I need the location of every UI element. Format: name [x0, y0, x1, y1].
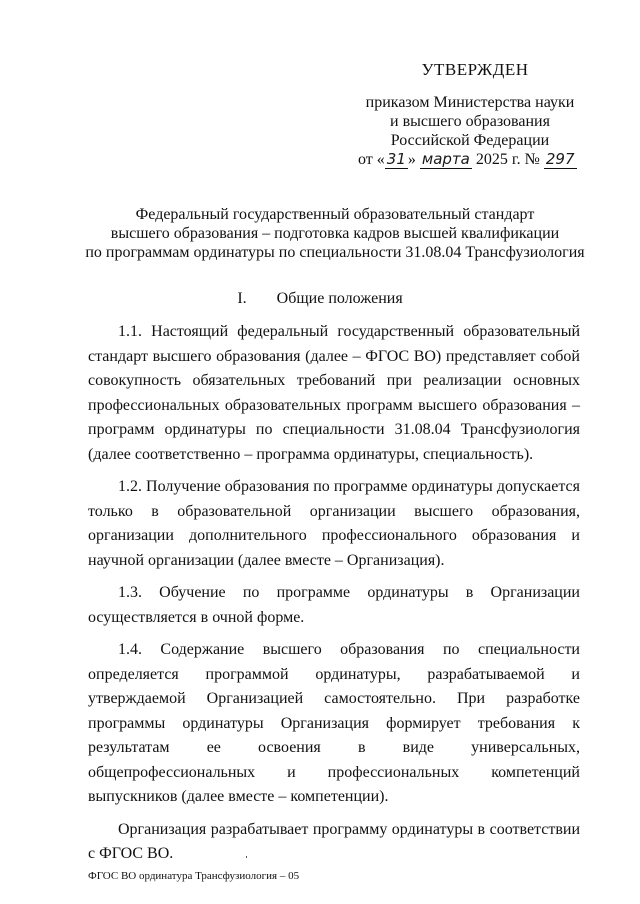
approval-heading: УТВЕРЖДЕН	[421, 60, 529, 79]
scan-mark	[246, 856, 247, 858]
order-date-line	[358, 150, 580, 169]
paragraph-1-4: 1.4. Содержание высшего образования по специальности определяется программой ординатуры, разрабатываемой и утверждаемой Организацией самостоятельно. При разработке программы ординатуры Организация формирует требования к результатам ее освоения в виде универсальных, общепрофессиональных и профессиональных компетенций выпускников (далее вместе – компетенции).	[88, 641, 580, 805]
order-day: 31	[386, 150, 406, 168]
approval-line-education: и высшего образования	[390, 113, 550, 130]
paragraph-organization: Организация разрабатывает программу ординатуры в соответствии с ФГОС ВО.	[88, 820, 580, 862]
order-year: 2025 г. №	[475, 151, 540, 168]
document-title	[60, 205, 610, 262]
section-number: I.	[237, 290, 247, 307]
title-line-3: по программам ординатуры по специальности 31.08.04 Трансфузиология	[85, 244, 585, 261]
order-prefix: от «	[358, 151, 385, 168]
paragraph-1-2: 1.2. Получение образования по программе ординатуры допускается только в образовательной организации высшего образования, организации дополнительного профессионального образования и научной организации (далее вместе – Организация).	[88, 478, 580, 569]
body-text	[88, 320, 580, 875]
page-footer: ФГОС ВО ординатура Трансфузиология – 05	[88, 870, 300, 882]
paragraph-1-1: 1.1. Настоящий федеральный государственный образовательный стандарт высшего образования (далее – ФГОС ВО) представляет собой совокупность обязательных требований при реализации основных профессиональных образовательных программ высшего образования – программ ординатуры по специальности 31.08.04 Трансфузиология (далее соответственно – программа ординатуры, специальность).	[88, 323, 580, 463]
approval-line-federation: Российской Федерации	[390, 132, 550, 149]
section-heading	[60, 290, 580, 308]
approval-line-ministry: приказом Министерства науки	[365, 94, 575, 111]
approval-block	[360, 60, 580, 169]
paragraph-1-3: 1.3. Обучение по программе ординатуры в Организации осуществляется в очной форме.	[88, 584, 580, 626]
section-title: Общие положения	[276, 290, 403, 307]
order-day-close: »	[407, 151, 416, 168]
order-month: марта	[421, 150, 470, 168]
order-number: 297	[545, 150, 575, 168]
title-line-2: высшего образования – подготовка кадров высшей квалификации	[110, 225, 560, 242]
title-line-1: Федеральный государственный образовательный стандарт	[135, 206, 535, 223]
